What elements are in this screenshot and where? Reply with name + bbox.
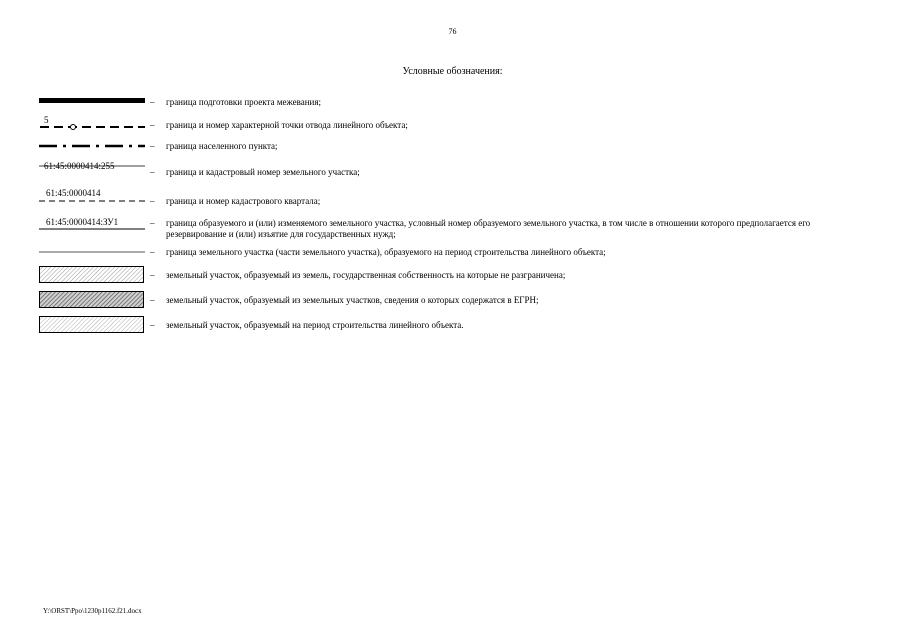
symbol-land-plot-boundary [39,160,145,180]
dash-separator: – [150,247,155,257]
dash-separator: – [150,120,155,130]
legend-description: граница и номер кадастрового квартала; [166,196,321,206]
page-number: 76 [448,27,457,36]
legend-title: Условные обозначения: [402,66,503,77]
symbol-temporary-plot-boundary [39,250,145,254]
point-number: 5 [44,115,49,125]
dash-separator: – [150,97,155,107]
dash-separator: – [150,320,155,330]
dash-separator: – [150,270,155,280]
dash-separator: – [150,196,155,206]
legend-description: земельный участок, образуемый на период строительства линейного объекта. [166,320,464,330]
legend-description: земельный участок, образуемый из земель, государственная собственность на которые не разграничена; [166,270,566,280]
footer-file-path: Y:\ORST\Ppo\1230p1162.f21.docx [43,607,142,615]
cadastral-quarter-number: 61:45:0000414 [46,188,101,198]
dash-separator: – [150,218,155,228]
formed-plot-number: 61:45:0000414:ЗУ1 [46,217,119,227]
symbol-point-boundary [39,115,145,133]
symbol-hatched-construction-land [39,316,145,334]
legend-description: граница образуемого и (или) изменяемого земельного участка, условный номер образуемого земельного участка, в том числе в отношении которого предполагается его резервирование и (или) изъятие для государственных нужд; [166,218,811,239]
dash-separator: – [150,295,155,305]
symbol-hatched-unrestricted-land [39,266,145,284]
symbol-formed-plot-boundary [39,215,145,235]
legend-description: граница и кадастровый номер земельного участка; [166,167,360,177]
cadastral-number: 61:45:0000414:255 [44,161,115,171]
legend-description: граница и номер характерной точки отвода линейного объекта; [166,120,408,130]
symbol-settlement-boundary [39,143,145,149]
legend-description: граница населенного пункта; [166,141,278,151]
dash-separator: – [150,141,155,151]
legend-description: земельный участок, образуемый из земельных участков, сведения о которых содержатся в ЕГРН; [166,295,539,305]
legend-description: граница земельного участка (части земельного участка), образуемого на период строительства линейного объекта; [166,247,606,257]
symbol-hatched-egrn-land [39,291,145,309]
dash-separator: – [150,167,155,177]
symbol-project-boundary [39,98,145,104]
legend-description: граница подготовки проекта межевания; [166,97,322,107]
symbol-cadastral-quarter [39,187,145,207]
